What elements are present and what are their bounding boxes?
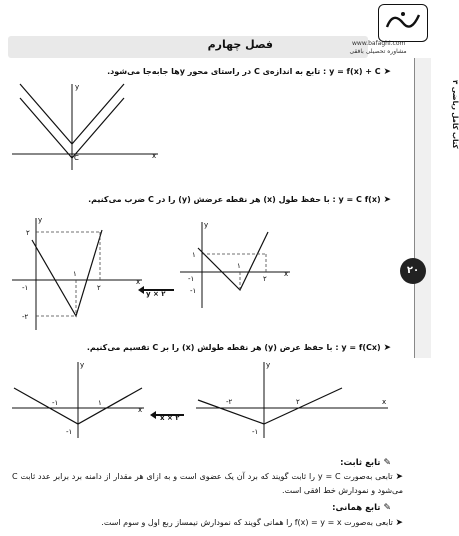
section-marker-icon: ✎ <box>383 458 391 468</box>
hstretch-formula: y = f(Cx) <box>341 343 381 352</box>
svg-text:x: x <box>138 406 143 414</box>
source-curve <box>198 232 268 290</box>
svg-text:-۱: -۱ <box>66 428 73 436</box>
publisher-logo <box>378 4 428 42</box>
shift-graph <box>12 80 162 172</box>
svg-text:-۲: -۲ <box>226 398 233 406</box>
x-label: x <box>152 152 157 160</box>
side-book-title: کتاب کامل ریاضی ۳ <box>451 80 459 149</box>
site-url: www.bafaghi.com <box>352 40 406 47</box>
section-marker-icon: ✎ <box>383 503 391 513</box>
svg-text:۲: ۲ <box>97 284 101 292</box>
bullet-arrow-icon: ➤ <box>395 518 403 528</box>
svg-text:-۱: -۱ <box>188 275 195 283</box>
svg-text:۱: ۱ <box>98 399 102 407</box>
vstretch-formula: y = C f(x) <box>338 195 381 204</box>
constant-function-title: تابع ثابت: <box>340 458 381 468</box>
stretched-curve <box>32 230 102 316</box>
svg-text:-۱: -۱ <box>252 428 259 436</box>
logo-icon <box>379 5 427 41</box>
svg-text:-۱: -۱ <box>190 287 197 295</box>
chapter-title: فصل چهارم <box>207 38 273 51</box>
svg-text:y: y <box>204 221 209 229</box>
svg-text:-۱: -۱ <box>52 399 59 407</box>
svg-text:y: y <box>38 216 43 224</box>
svg-text:۲: ۲ <box>263 275 267 283</box>
svg-text:۱: ۱ <box>192 251 196 259</box>
svg-text:y: y <box>266 361 271 369</box>
svg-text:۱: ۱ <box>73 270 77 278</box>
vstretch-arrow-label: y × ۲ <box>146 290 166 298</box>
chapter-header-bar <box>8 36 368 58</box>
bullet-arrow-icon: ➤ <box>395 472 403 482</box>
page-number: ۲۰ <box>400 258 426 284</box>
vstretch-source-graph <box>180 218 300 310</box>
hstretch-result-graph <box>10 358 150 440</box>
bullet-arrow-icon: ➤ <box>383 67 391 77</box>
identity-function-section <box>332 503 391 513</box>
hstretch-source-graph <box>192 358 392 440</box>
svg-text:۱: ۱ <box>237 262 241 270</box>
svg-text:-۲: -۲ <box>22 313 29 321</box>
constant-function-text: ➤ تابعی به‌صورت y = C را ثابت گویند که برد آن یک عضوی است و به ازای هر مقدار از دامنه برد برابر عدد ثابت C می‌شود و نمودارش خط افقی است. <box>12 472 403 495</box>
shift-text: : تابع به اندازه‌ی C در راستای محور yها جابه‌جا می‌شود. <box>107 67 327 76</box>
vstretch-arrow <box>138 280 174 290</box>
identity-function-title: تابع همانی: <box>332 503 381 513</box>
svg-text:y: y <box>80 361 85 369</box>
svg-text:x: x <box>136 278 141 286</box>
vstretch-rule <box>88 195 391 205</box>
svg-text:۲: ۲ <box>26 229 30 237</box>
identity-function-text: ➤ تابعی به‌صورت f(x) = y = x را همانی گویند که نمودارش نیمساز ربع اول و سوم است. <box>101 518 403 528</box>
hstretch-rule <box>87 343 391 353</box>
svg-text:x: x <box>382 398 387 406</box>
publisher-name: مشاوره تحصیلی بافقی <box>349 48 407 55</box>
hstretch-text: : با حفظ عرض (y) هر نقطه طولش (x) را بر C تقسیم می‌کنیم. <box>86 343 339 352</box>
bullet-arrow-icon: ➤ <box>383 195 391 205</box>
vstretch-text: : با حفظ طول (x) هر نقطه عرضش (y) را در C ضرب می‌کنیم. <box>88 195 336 204</box>
vstretch-result-graph <box>10 210 150 335</box>
svg-text:۲: ۲ <box>296 398 300 406</box>
shift-rule <box>107 67 391 77</box>
svg-text:x: x <box>284 270 289 278</box>
bullet-arrow-icon: ➤ <box>383 343 391 353</box>
svg-text:-۱: -۱ <box>22 284 29 292</box>
source-curve <box>198 388 342 424</box>
constant-function-section <box>340 458 391 468</box>
shift-formula: y = f(x) + C <box>329 67 381 76</box>
c-label: C <box>74 154 79 162</box>
hstretch-arrow-label: x × ۲ <box>160 414 180 422</box>
y-label: y <box>75 83 80 91</box>
